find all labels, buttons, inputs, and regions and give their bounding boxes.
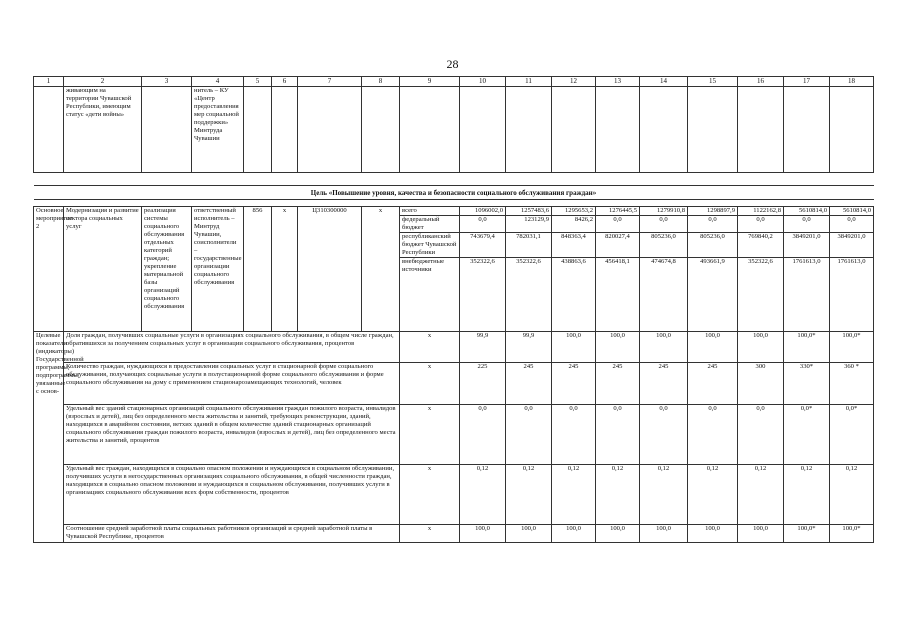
col-num: 7 <box>298 77 362 87</box>
measure-task: реализация системы социального обслуживания отдельных категорий граждан; укрепление материальной базы организаций социального обслуживания <box>142 207 192 332</box>
page-number: 28 <box>446 57 459 71</box>
value-cell: 0,0 <box>688 216 738 233</box>
col-num: 11 <box>506 77 552 87</box>
program-table <box>33 76 874 543</box>
value-cell: 0,0 <box>596 216 640 233</box>
indicator-text: Удельный вес зданий стационарных организаций социального обслуживания граждан пожилого возраста, инвалидов (взрослых и детей), лиц без определенного места жительства и занятий, требующих реконструкции, зданий, находящихся в аварийном состоянии, ветхих зданий в общем количестве зданий стационарных организаций социального обслуживания граждан пожилого возраста, инвалидов (взрослых и детей), лиц без определенного места жительства и занятий, процентов <box>64 405 400 465</box>
measure-title: Модернизация и развитие сектора социальных услуг <box>64 207 142 332</box>
value-cell: 100,0 <box>460 525 506 543</box>
value-cell: 0,0 <box>640 216 688 233</box>
value-cell: 245 <box>640 363 688 405</box>
source-label: федеральный бюджет <box>400 216 460 233</box>
value-cell: 245 <box>688 363 738 405</box>
value-cell: 743679,4 <box>460 233 506 258</box>
col-num: 9 <box>400 77 460 87</box>
value-cell: 5610814,0 <box>784 207 830 216</box>
indicator-row <box>34 332 874 363</box>
value-cell: 493661,9 <box>688 258 738 332</box>
value-cell: 1096002,0 <box>460 207 506 216</box>
col-num: 14 <box>640 77 688 87</box>
col-num: 16 <box>738 77 784 87</box>
indicator-x: х <box>400 465 460 525</box>
value-cell: 330* <box>784 363 830 405</box>
value-cell: 0,12 <box>506 465 552 525</box>
source-label: всего <box>400 207 460 216</box>
value-cell: 1122162,8 <box>738 207 784 216</box>
value-cell: 100,0 <box>688 525 738 543</box>
measure-code-rzpr: х <box>272 207 298 332</box>
col-num: 18 <box>830 77 874 87</box>
value-cell: 1279910,8 <box>640 207 688 216</box>
value-cell: 100,0 <box>738 525 784 543</box>
cont-col4: нитель – КУ «Центр предоставления мер социальной поддержки» Минтруда Чувашии <box>192 87 244 173</box>
value-cell: 3849201,0 <box>830 233 874 258</box>
source-label: республиканский бюджет Чувашской Республики <box>400 233 460 258</box>
value-cell: 300 <box>738 363 784 405</box>
value-cell: 5610814,0 <box>830 207 874 216</box>
targets-label: Целевые показатели (индикаторы) Государственной программы, подпрограммы, увязанные с основ- <box>34 332 64 543</box>
value-cell: 820027,4 <box>596 233 640 258</box>
value-cell: 0,0 <box>688 405 738 465</box>
value-cell: 1761613,0 <box>830 258 874 332</box>
value-cell: 0,0 <box>460 405 506 465</box>
value-cell: 99,9 <box>460 332 506 363</box>
value-cell: 100,0 <box>640 525 688 543</box>
value-cell: 805236,0 <box>640 233 688 258</box>
value-cell: 245 <box>506 363 552 405</box>
column-numbers-row <box>34 77 874 87</box>
value-cell: 360 * <box>830 363 874 405</box>
measure-row-total <box>34 207 874 216</box>
indicator-row <box>34 525 874 543</box>
value-cell: 100,0* <box>830 525 874 543</box>
col-num: 1 <box>34 77 64 87</box>
value-cell: 0,12 <box>688 465 738 525</box>
value-cell: 225 <box>460 363 506 405</box>
value-cell: 0,0 <box>640 405 688 465</box>
col-num: 17 <box>784 77 830 87</box>
col-num: 5 <box>244 77 272 87</box>
col-num: 13 <box>596 77 640 87</box>
col-num: 15 <box>688 77 738 87</box>
value-cell: 1761613,0 <box>784 258 830 332</box>
indicator-row <box>34 405 874 465</box>
value-cell: 0,0* <box>830 405 874 465</box>
value-cell: 0,0* <box>784 405 830 465</box>
value-cell: 0,0 <box>506 405 552 465</box>
value-cell: 99,9 <box>506 332 552 363</box>
continuation-row <box>34 87 874 173</box>
value-cell: 0,0 <box>738 405 784 465</box>
value-cell: 0,12 <box>784 465 830 525</box>
measure-label: Основное мероприятие 2 <box>34 207 64 332</box>
value-cell: 0,12 <box>460 465 506 525</box>
measure-executor: ответственный исполнитель – Минтруд Чувашии, соисполнители – государственные организации социального обслуживания <box>192 207 244 332</box>
indicator-text: Количество граждан, нуждающихся в предоставлении социальных услуг в стационарной форме социального обслуживания, получающих социальные услуги в полустационарной форме социального обслуживания и форме социального обслуживания на дому с применением стационарозамещающих технологий, человек <box>64 363 400 405</box>
value-cell: 100,0 <box>640 332 688 363</box>
cont-col2: живающим на территории Чувашской Республики, имеющим статус «дети войны» <box>64 87 142 173</box>
value-cell: 1298897,9 <box>688 207 738 216</box>
col-num: 12 <box>552 77 596 87</box>
value-cell: 1295653,2 <box>552 207 596 216</box>
col-num: 10 <box>460 77 506 87</box>
measure-code-vr: х <box>362 207 400 332</box>
value-cell: 0,0 <box>460 216 506 233</box>
measure-code-grbs: 856 <box>244 207 272 332</box>
value-cell: 100,0 <box>552 332 596 363</box>
value-cell: 0,0 <box>738 216 784 233</box>
value-cell: 3849201,0 <box>784 233 830 258</box>
indicator-text: Удельный вес граждан, находящихся в социально опасном положении и нуждающихся в социальном обслуживании, получивших услуги в негосударственных организациях социального обслуживания, в общей численности граждан, находящихся в социально опасном положении и нуждающихся в социальном обслуживании, получивших услуги в организациях социального обслуживания всех форм собственности, процентов <box>64 465 400 525</box>
value-cell: 0,0 <box>784 216 830 233</box>
value-cell: 100,0 <box>506 525 552 543</box>
value-cell: 100,0* <box>784 332 830 363</box>
indicator-x: х <box>400 332 460 363</box>
value-cell: 782031,1 <box>506 233 552 258</box>
value-cell: 352322,6 <box>738 258 784 332</box>
value-cell: 1257483,6 <box>506 207 552 216</box>
value-cell: 0,12 <box>738 465 784 525</box>
indicator-text: Доля граждан, получивших социальные услуги в организациях социального обслуживания, в общем числе граждан, обратившихся за получением социальных услуг в организации социального обслуживания, процентов <box>64 332 400 363</box>
value-cell: 0,0 <box>830 216 874 233</box>
value-cell: 352322,6 <box>460 258 506 332</box>
col-num: 3 <box>142 77 192 87</box>
indicator-row <box>34 465 874 525</box>
indicator-x: х <box>400 405 460 465</box>
col-num: 4 <box>192 77 244 87</box>
measure-code-csr: Ц310300000 <box>298 207 362 332</box>
value-cell: 245 <box>552 363 596 405</box>
goal-title: Цель «Повышение уровня, качества и безопасности социального обслуживания граждан» <box>34 186 874 200</box>
value-cell: 0,12 <box>596 465 640 525</box>
value-cell: 805236,0 <box>688 233 738 258</box>
value-cell: 100,0 <box>596 332 640 363</box>
indicator-text: Соотношение средней заработной платы социальных работников организаций и средней заработной платы в Чувашской Республике, процентов <box>64 525 400 543</box>
col-num: 8 <box>362 77 400 87</box>
value-cell: 0,12 <box>830 465 874 525</box>
value-cell: 848363,4 <box>552 233 596 258</box>
goal-row <box>34 186 874 200</box>
indicator-row <box>34 363 874 405</box>
value-cell: 438863,6 <box>552 258 596 332</box>
value-cell: 474674,8 <box>640 258 688 332</box>
source-label: внебюджетные источники <box>400 258 460 332</box>
value-cell: 100,0* <box>784 525 830 543</box>
value-cell: 456418,1 <box>596 258 640 332</box>
value-cell: 100,0 <box>688 332 738 363</box>
value-cell: 352322,6 <box>506 258 552 332</box>
col-num: 6 <box>272 77 298 87</box>
indicator-x: х <box>400 525 460 543</box>
value-cell: 100,0 <box>552 525 596 543</box>
value-cell: 8426,2 <box>552 216 596 233</box>
value-cell: 0,12 <box>640 465 688 525</box>
value-cell: 100,0 <box>596 525 640 543</box>
value-cell: 0,0 <box>552 405 596 465</box>
value-cell: 123129,9 <box>506 216 552 233</box>
value-cell: 100,0 <box>738 332 784 363</box>
value-cell: 0,12 <box>552 465 596 525</box>
value-cell: 1276445,5 <box>596 207 640 216</box>
value-cell: 100,0* <box>830 332 874 363</box>
col-num: 2 <box>64 77 142 87</box>
value-cell: 0,0 <box>596 405 640 465</box>
value-cell: 769840,2 <box>738 233 784 258</box>
value-cell: 245 <box>596 363 640 405</box>
indicator-x: х <box>400 363 460 405</box>
